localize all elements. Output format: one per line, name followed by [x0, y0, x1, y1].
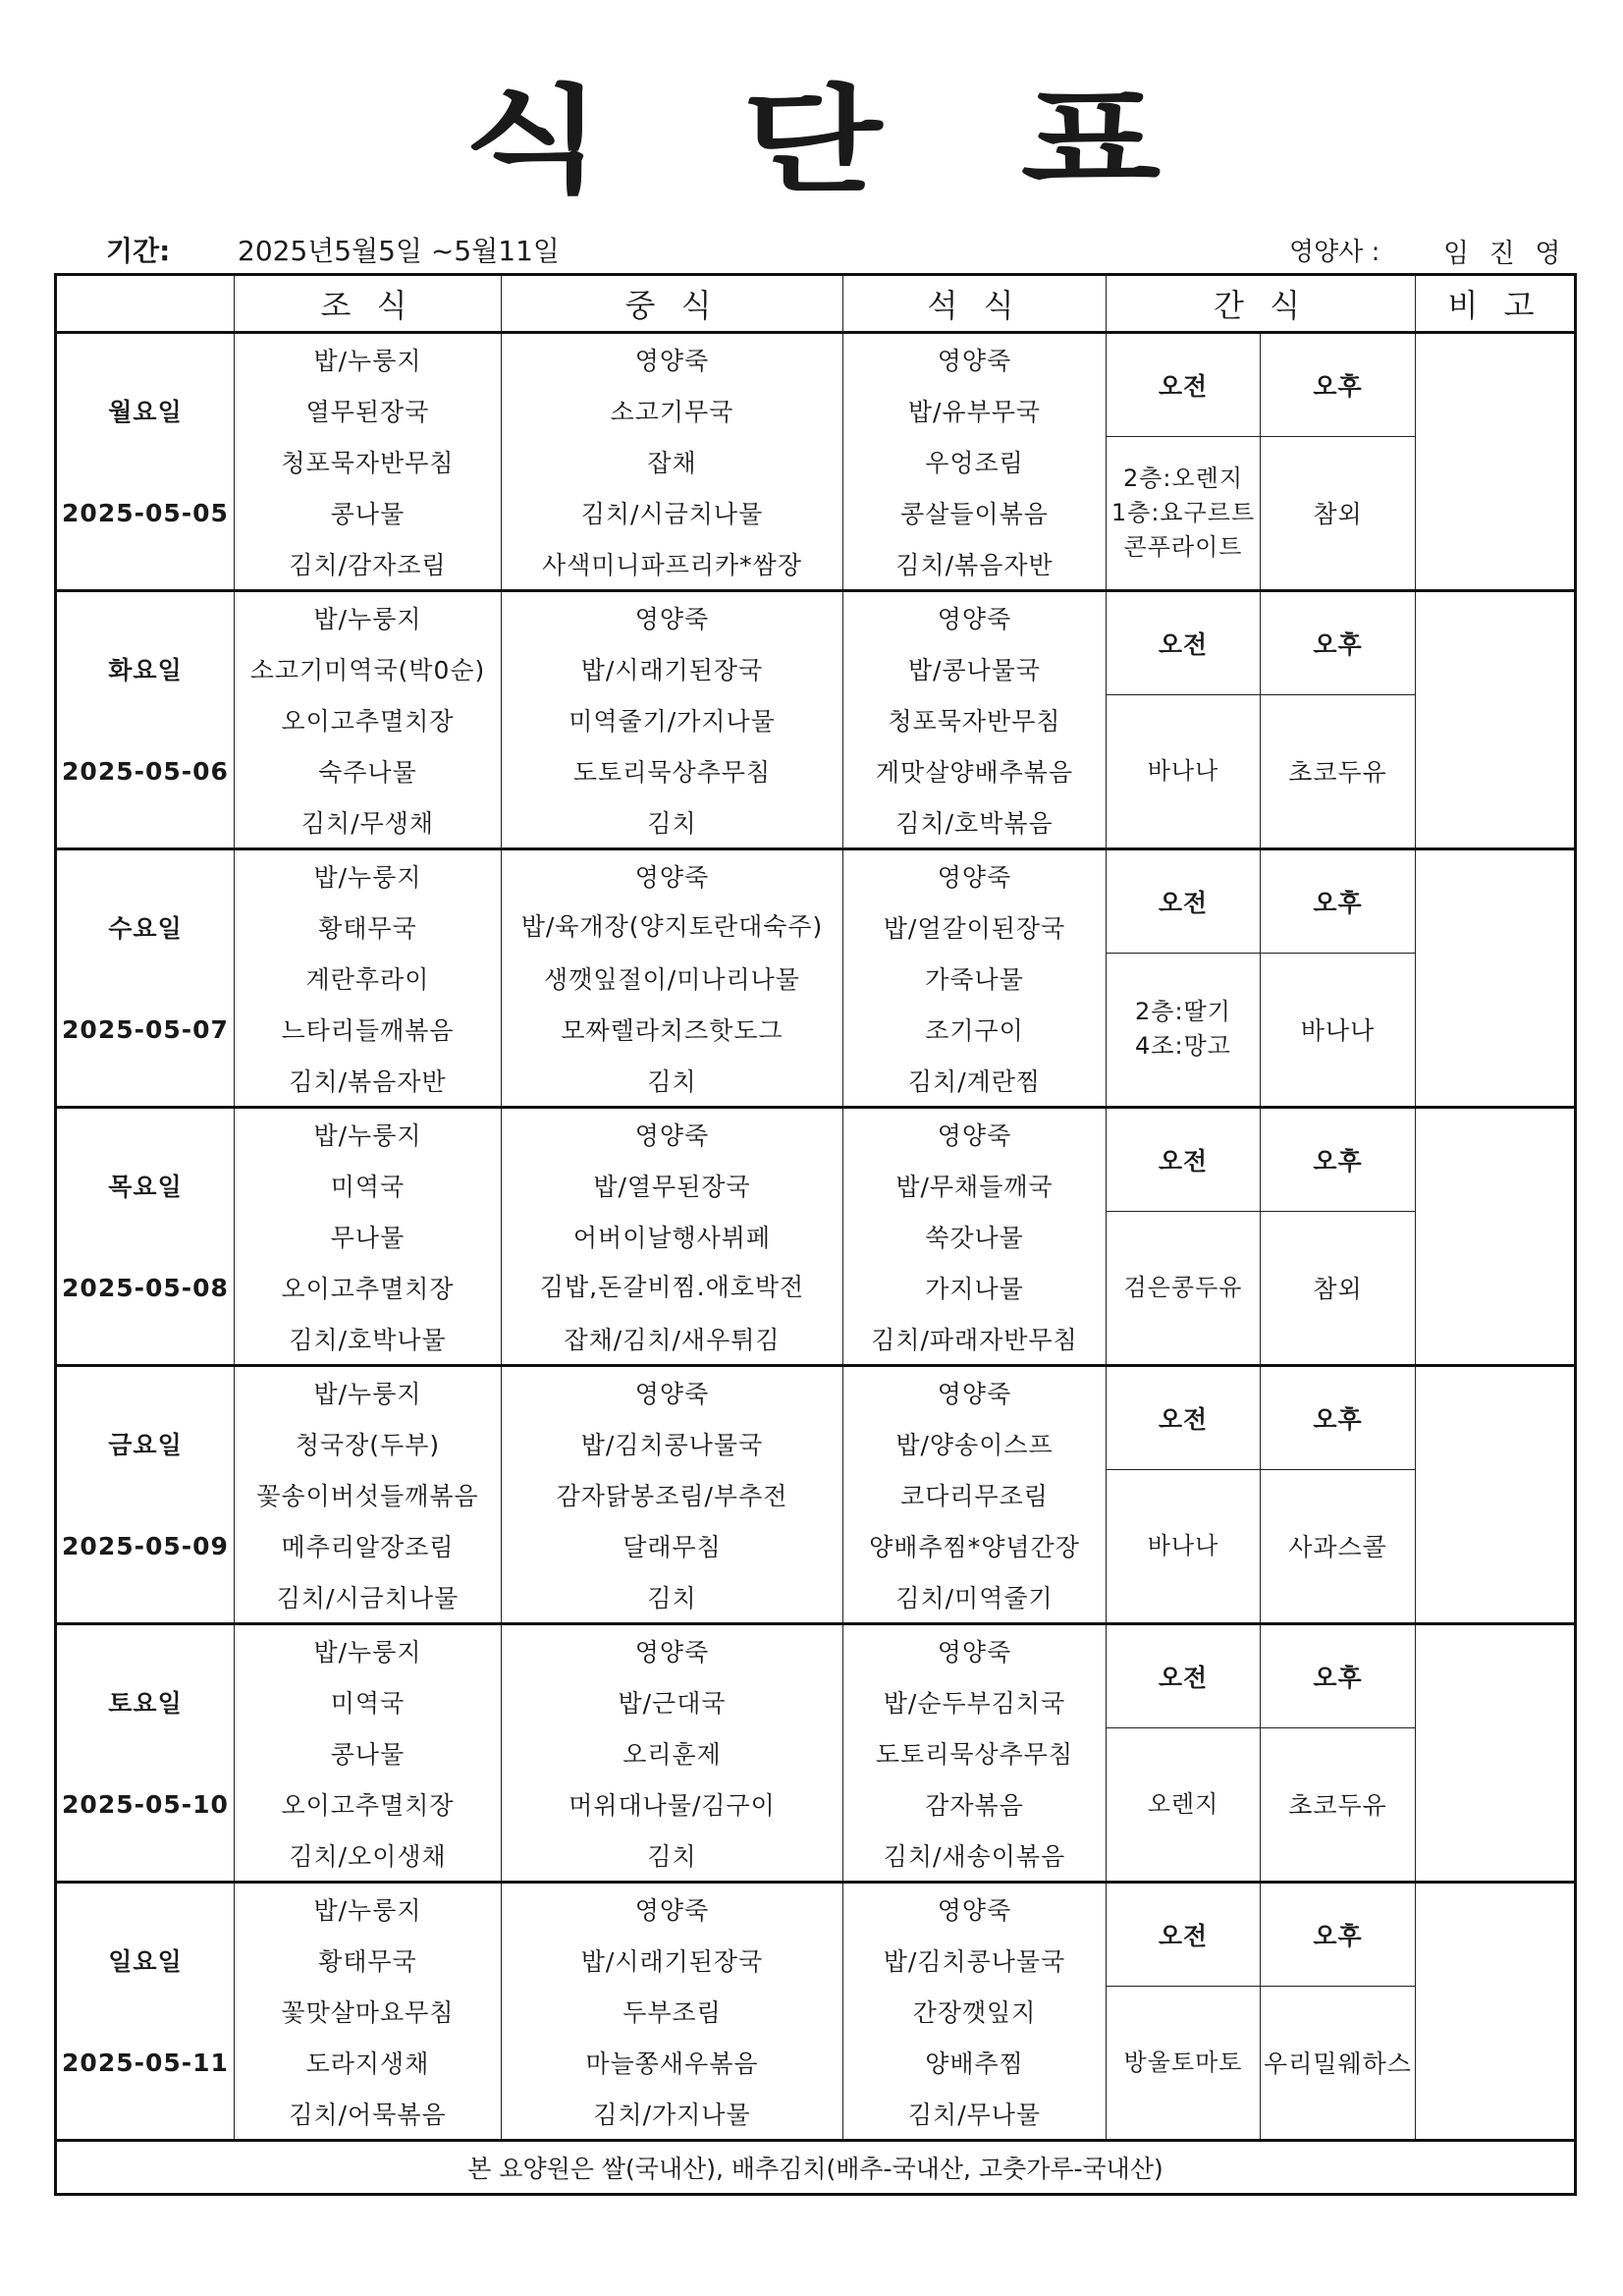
- dinner-item: 양배추찜: [843, 2037, 1107, 2088]
- breakfast-item: 숙주나물: [235, 745, 502, 796]
- lunch-item: 김치: [502, 1830, 843, 1883]
- dinner-item: 김치/파래자반무침: [843, 1313, 1107, 1366]
- breakfast-item: 청포묵자반무침: [235, 436, 502, 487]
- lunch-item: 마늘쫑새우볶음: [502, 2037, 843, 2088]
- snack-pm-label: 오후: [1261, 1624, 1416, 1728]
- menu-table: [54, 273, 1577, 2196]
- day-row: [56, 333, 1576, 386]
- breakfast-item: 밥/누룽지: [235, 1108, 502, 1161]
- breakfast-item: 무나물: [235, 1211, 502, 1262]
- day-cell-empty: [56, 1055, 235, 1108]
- day-cell-empty: [56, 1883, 235, 1936]
- breakfast-item: 밥/누룽지: [235, 1883, 502, 1936]
- nutritionist-label: 영양사 :: [1289, 238, 1380, 267]
- dinner-item: 밥/무채들깨국: [843, 1160, 1107, 1211]
- day-cell-empty: [56, 1830, 235, 1883]
- lunch-item: 감자닭봉조림/부추전: [502, 1469, 843, 1520]
- dinner-item: 감자볶음: [843, 1778, 1107, 1830]
- snack-pm-label: 오후: [1261, 849, 1416, 954]
- dinner-item: 영양죽: [843, 1108, 1107, 1161]
- lunch-item: 밥/시래기된장국: [502, 643, 843, 694]
- breakfast-item: 열무된장국: [235, 385, 502, 436]
- note-cell: [1416, 849, 1576, 1108]
- breakfast-item: 김치/볶음자반: [235, 1055, 502, 1108]
- nutritionist-name: 임 진 영: [1443, 239, 1567, 269]
- note-cell: [1416, 591, 1576, 849]
- snack-pm-label: 오후: [1261, 1108, 1416, 1212]
- snack-am-item: 2층:오렌지: [1122, 464, 1244, 492]
- dinner-item: 영양죽: [843, 1883, 1107, 1936]
- day-name: 수요일: [56, 902, 235, 953]
- snack-am-label: 오전: [1107, 591, 1261, 695]
- lunch-item: 두부조림: [502, 1986, 843, 2037]
- page-title: [0, 73, 1623, 208]
- dinner-item: 영양죽: [843, 333, 1107, 386]
- period-label: 기간:: [106, 235, 171, 267]
- header-row: [56, 275, 1576, 333]
- snack-pm-label: 오후: [1261, 1366, 1416, 1470]
- day-date: 2025-05-10: [56, 1778, 235, 1830]
- lunch-item: 영양죽: [502, 1366, 843, 1419]
- title-char-1: 식: [462, 73, 603, 208]
- day-row: [56, 1211, 1576, 1262]
- breakfast-item: 오이고추멸치장: [235, 694, 502, 745]
- snack-am: [1107, 1986, 1261, 2141]
- breakfast-item: 느타리들깨볶음: [235, 1004, 502, 1055]
- lunch-item: 김밥,돈갈비찜.애호박전: [502, 1262, 843, 1313]
- snack-am-label: 오전: [1107, 1624, 1261, 1728]
- menu-body: [56, 333, 1576, 2141]
- lunch-item: 어버이날행사뷔페: [502, 1211, 843, 1262]
- lunch-item: 달래무침: [502, 1520, 843, 1571]
- dinner-item: 가지나물: [843, 1262, 1107, 1313]
- breakfast-item: 김치/무생채: [235, 796, 502, 849]
- lunch-item: 모짜렐라치즈핫도그: [502, 1004, 843, 1055]
- day-row: [56, 1624, 1576, 1677]
- lunch-item: 잡채/김치/새우튀김: [502, 1313, 843, 1366]
- snack-am-item: 바나나: [1147, 1531, 1219, 1559]
- day-cell-empty: [56, 1624, 235, 1677]
- snack-am: [1107, 694, 1261, 849]
- lunch-item: 밥/근대국: [502, 1676, 843, 1727]
- lunch-item: 머위대나물/김구이: [502, 1778, 843, 1830]
- day-name: 화요일: [56, 643, 235, 694]
- day-cell-empty: [56, 1986, 235, 2037]
- dinner-item: 영양죽: [843, 1624, 1107, 1677]
- note-cell: [1416, 1366, 1576, 1624]
- dinner-item: 밥/김치콩나물국: [843, 1935, 1107, 1986]
- dinner-item: 청포묵자반무침: [843, 694, 1107, 745]
- dinner-item: 밥/순두부김치국: [843, 1676, 1107, 1727]
- dinner-item: 김치/새송이볶음: [843, 1830, 1107, 1883]
- breakfast-item: 김치/호박나물: [235, 1313, 502, 1366]
- lunch-item: 밥/시래기된장국: [502, 1935, 843, 1986]
- breakfast-item: 밥/누룽지: [235, 1624, 502, 1677]
- day-cell-empty: [56, 1108, 235, 1161]
- day-date: 2025-05-06: [56, 745, 235, 796]
- day-row: [56, 1727, 1576, 1778]
- day-cell-empty: [56, 591, 235, 644]
- snack-pm-label: 오후: [1261, 1883, 1416, 1987]
- day-name: 월요일: [56, 385, 235, 436]
- dinner-item: 쑥갓나물: [843, 1211, 1107, 1262]
- day-cell-empty: [56, 953, 235, 1004]
- day-row: [56, 1469, 1576, 1520]
- breakfast-item: 김치/시금치나물: [235, 1571, 502, 1624]
- day-date: 2025-05-07: [56, 1004, 235, 1055]
- dinner-item: 밥/얼갈이된장국: [843, 902, 1107, 953]
- day-name: 토요일: [56, 1676, 235, 1727]
- snack-am-item: 오렌지: [1147, 1789, 1219, 1818]
- lunch-item: 잡채: [502, 436, 843, 487]
- header-dinner: 석 식: [843, 275, 1107, 333]
- day-name: 금요일: [56, 1418, 235, 1469]
- day-row: [56, 1366, 1576, 1419]
- breakfast-item: 황태무국: [235, 1935, 502, 1986]
- day-date: 2025-05-05: [56, 487, 235, 538]
- dinner-item: 조기구이: [843, 1004, 1107, 1055]
- header-note: 비 고: [1416, 275, 1576, 333]
- day-row: [56, 849, 1576, 902]
- snack-pm: 초코두유: [1261, 694, 1416, 849]
- dinner-item: 영양죽: [843, 849, 1107, 902]
- dinner-item: 우엉조림: [843, 436, 1107, 487]
- day-cell-empty: [56, 333, 235, 386]
- day-cell-empty: [56, 1366, 235, 1419]
- dinner-item: 코다리무조림: [843, 1469, 1107, 1520]
- dinner-item: 영양죽: [843, 591, 1107, 644]
- header-snack: 간 식: [1107, 275, 1416, 333]
- header-breakfast: 조 식: [235, 275, 502, 333]
- day-cell-empty: [56, 1313, 235, 1366]
- snack-am-item: 방울토마토: [1123, 2048, 1243, 2076]
- lunch-item: 영양죽: [502, 1108, 843, 1161]
- dinner-item: 밥/유부무국: [843, 385, 1107, 436]
- note-cell: [1416, 1624, 1576, 1883]
- day-cell-empty: [56, 1727, 235, 1778]
- dinner-item: 양배추찜*양념간장: [843, 1520, 1107, 1571]
- breakfast-item: 밥/누룽지: [235, 849, 502, 902]
- day-cell-empty: [56, 796, 235, 849]
- day-row: [56, 591, 1576, 644]
- lunch-item: 영양죽: [502, 1883, 843, 1936]
- period-value: 2025년5월5일 ~5월11일: [238, 235, 560, 267]
- footer-row: [56, 2141, 1576, 2195]
- breakfast-item: 김치/어묵볶음: [235, 2088, 502, 2141]
- breakfast-item: 메추리알장조림: [235, 1520, 502, 1571]
- day-name: 목요일: [56, 1160, 235, 1211]
- dinner-item: 밥/양송이스프: [843, 1418, 1107, 1469]
- day-cell-empty: [56, 694, 235, 745]
- snack-pm-label: 오후: [1261, 591, 1416, 695]
- snack-pm: 우리밀웨하스: [1261, 1986, 1416, 2141]
- footer-note: 본 요양원은 쌀(국내산), 배추김치(배추-국내산, 고춧가루-국내산): [56, 2141, 1576, 2195]
- breakfast-item: 콩나물: [235, 487, 502, 538]
- lunch-item: 김치: [502, 1055, 843, 1108]
- dinner-item: 김치/무나물: [843, 2088, 1107, 2141]
- breakfast-item: 미역국: [235, 1676, 502, 1727]
- snack-am-item: 검은콩두유: [1123, 1273, 1243, 1301]
- dinner-item: 영양죽: [843, 1366, 1107, 1419]
- day-date: 2025-05-08: [56, 1262, 235, 1313]
- snack-am-item: 2층:딸기: [1135, 998, 1231, 1026]
- snack-am-label: 오전: [1107, 333, 1261, 437]
- snack-pm: 참외: [1261, 1211, 1416, 1366]
- note-cell: [1416, 333, 1576, 591]
- lunch-item: 미역줄기/가지나물: [502, 694, 843, 745]
- lunch-item: 밥/육개장(양지토란대숙주): [502, 902, 843, 953]
- lunch-item: 김치: [502, 1571, 843, 1624]
- lunch-item: 사색미니파프리카*쌈장: [502, 538, 843, 591]
- dinner-item: 도토리묵상추무침: [843, 1727, 1107, 1778]
- lunch-item: 김치: [502, 796, 843, 849]
- header-lunch: 중 식: [502, 275, 843, 333]
- day-cell-empty: [56, 1571, 235, 1624]
- breakfast-item: 소고기미역국(박0순): [235, 643, 502, 694]
- day-cell-empty: [56, 436, 235, 487]
- breakfast-item: 밥/누룽지: [235, 333, 502, 386]
- dinner-item: 게맛살양배추볶음: [843, 745, 1107, 796]
- day-date: 2025-05-11: [56, 2037, 235, 2088]
- day-row: [56, 436, 1576, 487]
- day-row: [56, 1883, 1576, 1936]
- lunch-item: 영양죽: [502, 591, 843, 644]
- dinner-item: 김치/계란찜: [843, 1055, 1107, 1108]
- day-cell-empty: [56, 1211, 235, 1262]
- lunch-item: 도토리묵상추무침: [502, 745, 843, 796]
- breakfast-item: 꽃송이버섯들깨볶음: [235, 1469, 502, 1520]
- note-cell: [1416, 1883, 1576, 2141]
- lunch-item: 밥/김치콩나물국: [502, 1418, 843, 1469]
- snack-am-label: 오전: [1107, 1108, 1261, 1212]
- snack-pm-label: 오후: [1261, 333, 1416, 437]
- breakfast-item: 도라지생채: [235, 2037, 502, 2088]
- lunch-item: 영양죽: [502, 333, 843, 386]
- snack-am: [1107, 436, 1261, 591]
- day-cell-empty: [56, 538, 235, 591]
- dinner-item: 김치/미역줄기: [843, 1571, 1107, 1624]
- snack-pm: 사과스콜: [1261, 1469, 1416, 1624]
- day-cell-empty: [56, 1469, 235, 1520]
- snack-am-label: 오전: [1107, 849, 1261, 954]
- lunch-item: 김치/가지나물: [502, 2088, 843, 2141]
- snack-am-label: 오전: [1107, 1883, 1261, 1987]
- title-char-3: 표: [1020, 73, 1161, 208]
- lunch-item: 영양죽: [502, 1624, 843, 1677]
- snack-pm: 초코두유: [1261, 1727, 1416, 1883]
- breakfast-item: 밥/누룽지: [235, 1366, 502, 1419]
- day-row: [56, 1986, 1576, 2037]
- breakfast-item: 오이고추멸치장: [235, 1778, 502, 1830]
- snack-am-item: 콘푸라이트: [1123, 532, 1243, 561]
- breakfast-item: 김치/감자조림: [235, 538, 502, 591]
- lunch-item: 오리훈제: [502, 1727, 843, 1778]
- breakfast-item: 계란후라이: [235, 953, 502, 1004]
- dinner-item: 콩살들이볶음: [843, 487, 1107, 538]
- snack-am: [1107, 1211, 1261, 1366]
- snack-am-label: 오전: [1107, 1366, 1261, 1470]
- lunch-item: 밥/열무된장국: [502, 1160, 843, 1211]
- breakfast-item: 김치/오이생채: [235, 1830, 502, 1883]
- lunch-item: 생깻잎절이/미나리나물: [502, 953, 843, 1004]
- breakfast-item: 황태무국: [235, 902, 502, 953]
- breakfast-item: 밥/누룽지: [235, 591, 502, 644]
- dinner-item: 김치/호박볶음: [843, 796, 1107, 849]
- breakfast-item: 오이고추멸치장: [235, 1262, 502, 1313]
- snack-am-item: 바나나: [1147, 756, 1219, 785]
- breakfast-item: 미역국: [235, 1160, 502, 1211]
- dinner-item: 간장깻잎지: [843, 1986, 1107, 2037]
- dinner-item: 가죽나물: [843, 953, 1107, 1004]
- day-cell-empty: [56, 2088, 235, 2141]
- day-name: 일요일: [56, 1935, 235, 1986]
- snack-pm: 참외: [1261, 436, 1416, 591]
- snack-am-item: 1층:요구르트: [1110, 498, 1256, 526]
- snack-am: [1107, 953, 1261, 1108]
- day-row: [56, 953, 1576, 1004]
- snack-am-item: 4조:망고: [1135, 1032, 1231, 1061]
- title-char-2: 단: [741, 73, 882, 208]
- snack-pm: 바나나: [1261, 953, 1416, 1108]
- breakfast-item: 청국장(두부): [235, 1418, 502, 1469]
- dinner-item: 김치/볶음자반: [843, 538, 1107, 591]
- day-date: 2025-05-09: [56, 1520, 235, 1571]
- breakfast-item: 콩나물: [235, 1727, 502, 1778]
- snack-am: [1107, 1469, 1261, 1624]
- note-cell: [1416, 1108, 1576, 1366]
- lunch-item: 김치/시금치나물: [502, 487, 843, 538]
- day-row: [56, 1108, 1576, 1161]
- lunch-item: 영양죽: [502, 849, 843, 902]
- day-row: [56, 694, 1576, 745]
- dinner-item: 밥/콩나물국: [843, 643, 1107, 694]
- header-blank: [56, 275, 235, 333]
- snack-am: [1107, 1727, 1261, 1883]
- breakfast-item: 꽃맛살마요무침: [235, 1986, 502, 2037]
- day-cell-empty: [56, 849, 235, 902]
- lunch-item: 소고기무국: [502, 385, 843, 436]
